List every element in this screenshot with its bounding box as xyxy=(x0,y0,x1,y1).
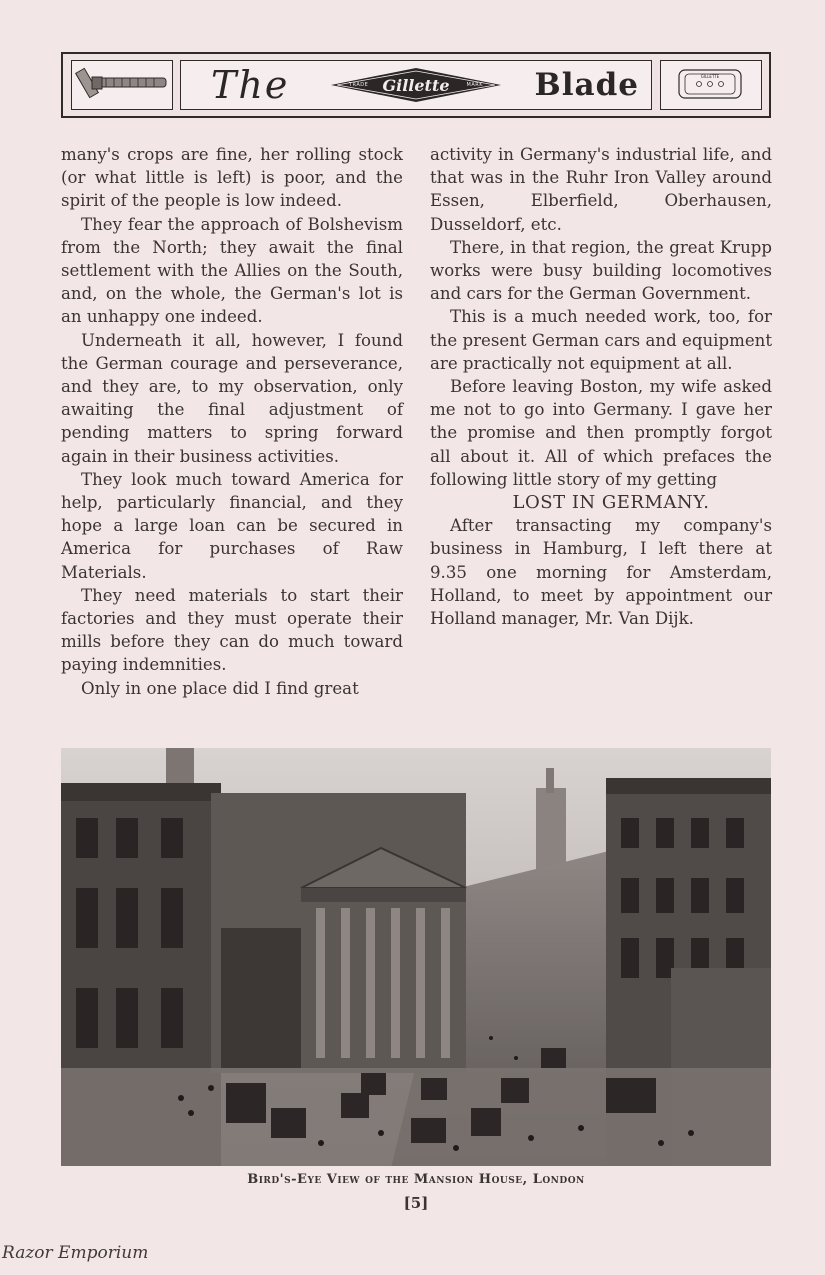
mansion-house-photograph xyxy=(61,748,771,1166)
watermark-logo: Razor Emporium xyxy=(2,1243,149,1263)
blade-packet-icon xyxy=(661,61,760,108)
paragraph: After transacting my company's business in Hamburg, I left there at 9.35 one morning for Amsterdam, Holland, to meet by appointment our Holland manager, Mr. Van Dijk. xyxy=(430,516,772,629)
section-heading: LOST IN GERMANY. xyxy=(512,492,710,514)
masthead-the: The xyxy=(211,63,290,107)
photo-caption: Bird's-Eye View of the Mansion House, London xyxy=(247,1172,585,1187)
paragraph: Underneath it all, however, I found the German courage and perseverance, and they are, to my observation, only awaiting the final adjustment of pending matters to spring forward again in their business activities. xyxy=(61,330,403,466)
trade-label: TRADE xyxy=(349,82,369,88)
right-column-bottom xyxy=(430,514,772,630)
paragraph: many's crops are fine, her rolling stock (or what little is left) is poor, and the spirit of the people is low indeed. xyxy=(61,145,403,211)
right-column-top xyxy=(430,143,772,491)
mark-label: MARK xyxy=(466,82,483,88)
paragraph: activity in Germany's industrial life, and that was in the Ruhr Iron Valley around Essen, Elberfield, Oberhausen, Dusseldorf, etc. xyxy=(430,145,772,234)
gillette-trademark xyxy=(331,67,501,103)
right-column xyxy=(430,143,772,630)
paragraph: They need materials to start their factories and they must operate their mills before they can do much toward paying indemnities. xyxy=(61,585,403,675)
masthead-blade: Blade xyxy=(534,67,639,103)
left-column xyxy=(61,143,403,700)
paragraph: They fear the approach of Bolshevism from the North; they await the final settlement with the Allies on the South, and, on the whole, the German's lot is an unhappy one indeed. xyxy=(61,214,403,327)
razor-illustration-box xyxy=(71,60,173,110)
paragraph: Before leaving Boston, my wife asked me not to go into Germany. I gave her the promise and then promptly forgot all about it. All of which prefaces the following little story of my getting xyxy=(430,377,772,489)
masthead xyxy=(61,52,771,118)
paragraph: Only in one place did I find great xyxy=(81,678,359,698)
title-box xyxy=(180,60,652,110)
paragraph: There, in that region, the great Krupp works were busy building locomotives and cars for the German Government. xyxy=(430,237,772,304)
badge-text: GILLETTE xyxy=(700,74,720,79)
paragraph: They look much toward America for help, particularly financial, and they hope a large loan can be secured in America for purchases of Raw Materials. xyxy=(61,469,403,582)
trademark-name: Gillette xyxy=(382,76,450,95)
street-scene-image xyxy=(61,748,771,1166)
safety-razor-icon xyxy=(72,61,171,108)
page-number: [5] xyxy=(403,1194,429,1212)
paragraph: This is a much needed work, too, for the present German cars and equipment are practically not equipment at all. xyxy=(430,307,772,373)
blade-illustration-box xyxy=(660,60,762,110)
